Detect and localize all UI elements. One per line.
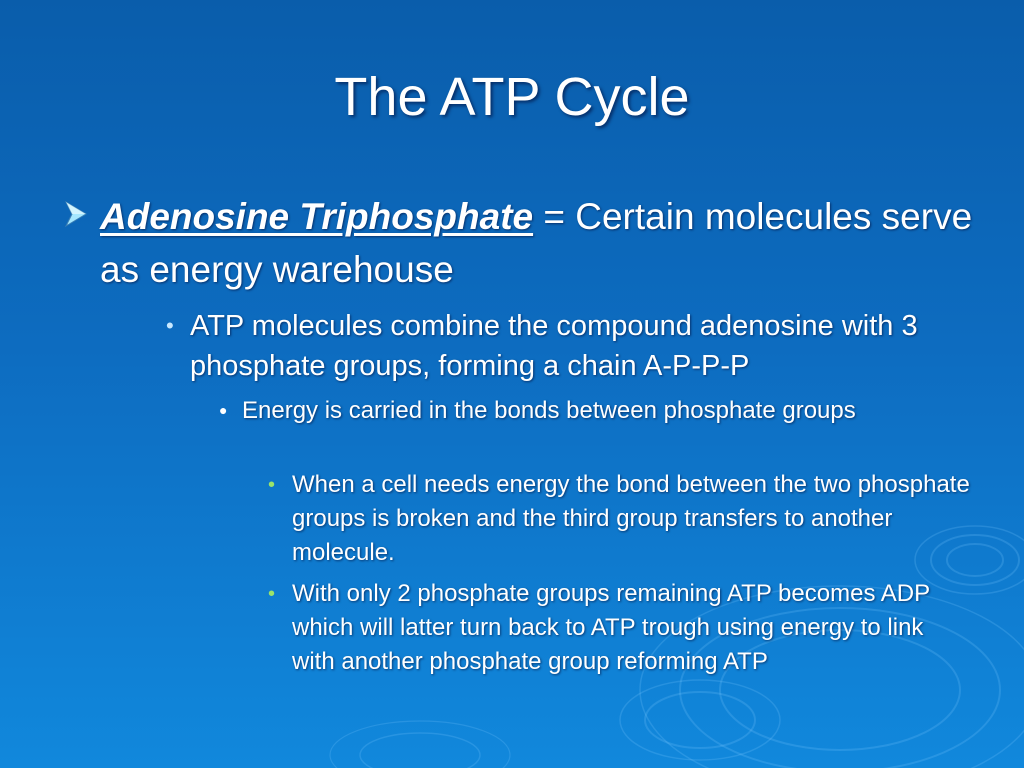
- bullet-level-1: [100, 190, 980, 296]
- bullet-dot-icon: •: [268, 474, 276, 496]
- key-term: Adenosine Triphosphate: [100, 196, 534, 237]
- bullet-level-2: ATP molecules combine the compound adenosine with 3 phosphate groups, forming a chain A-P-P-P: [190, 310, 918, 382]
- bullet-dot-icon: •: [166, 313, 174, 338]
- arrow-bullet-icon: [62, 199, 90, 229]
- bullet-level-4-item: With only 2 phosphate groups remaining ATP becomes ADP which will latter turn back to ATP trough using energy to link with another phosphate group reforming ATP: [292, 580, 930, 675]
- bullet-level-3: Energy is carried in the bonds between phosphate groups: [242, 397, 856, 424]
- bullet-level-4-item: When a cell needs energy the bond between the two phosphate groups is broken and the third group transfers to another molecule.: [292, 471, 970, 566]
- key-term-definition: = Certain molecules serve as energy warehouse: [100, 196, 973, 290]
- bullet-dot-icon: ●: [219, 402, 228, 418]
- slide-title: The ATP Cycle: [334, 67, 690, 127]
- bullet-dot-icon: •: [268, 583, 276, 605]
